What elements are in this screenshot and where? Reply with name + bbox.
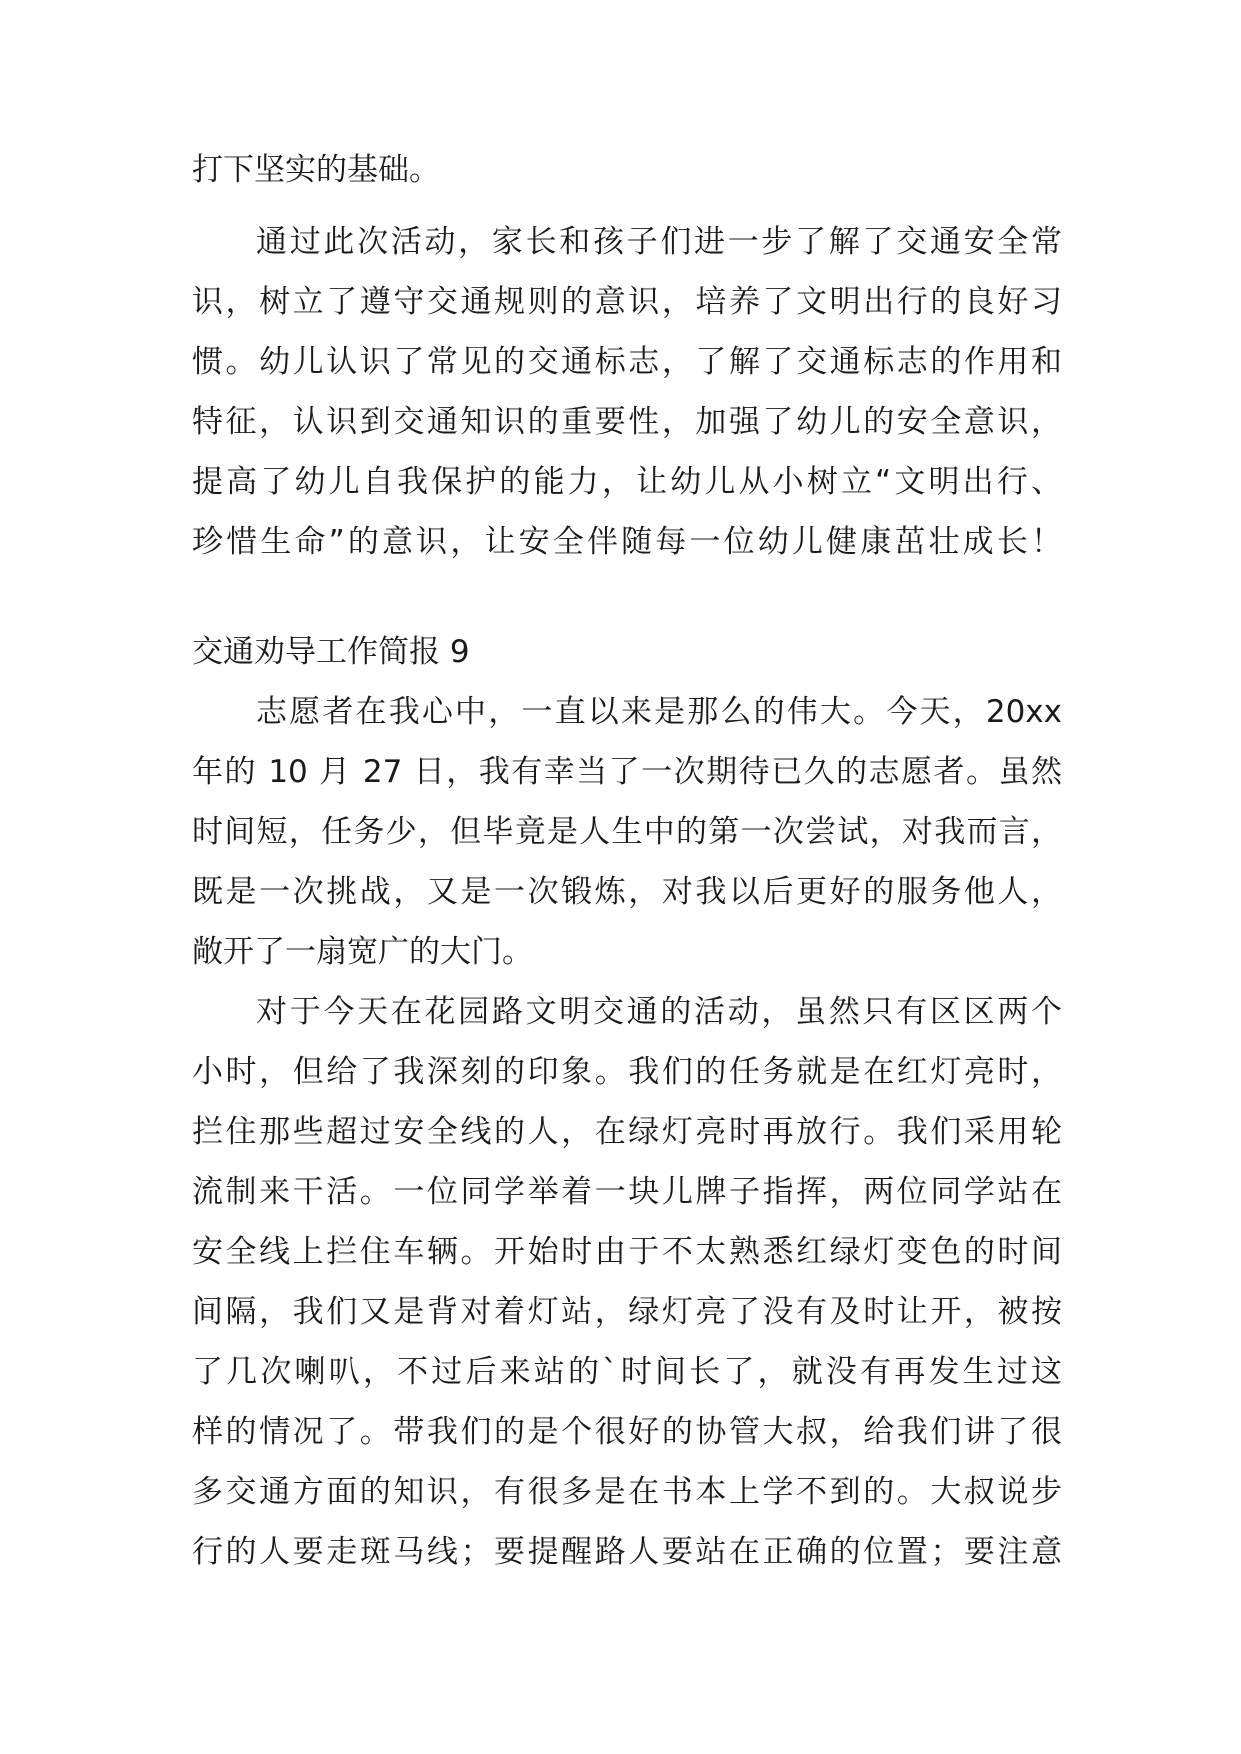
paragraph-line: 敞开了一扇宽广的大门。 xyxy=(192,934,533,970)
paragraph-line: 了几次喇叭，不过后来站的`时间长了，就没有再发生过这 xyxy=(192,1354,1062,1390)
paragraph-line: 提高了幼儿自我保护的能力，让幼儿从小树立“文明出行、 xyxy=(192,464,1062,500)
paragraph-line: 志愿者在我心中，一直以来是那么的伟大。今天，20xx xyxy=(256,694,1062,730)
paragraph-line: 拦住那些超过安全线的人，在绿灯亮时再放行。我们采用轮 xyxy=(192,1114,1062,1150)
paragraph-line: 样的情况了。带我们的是个很好的协管大叔，给我们讲了很 xyxy=(192,1414,1062,1450)
paragraph-line: 通过此次活动，家长和孩子们进一步了解了交通安全常 xyxy=(256,224,1062,260)
paragraph-line: 珍惜生命”的意识，让安全伴随每一位幼儿健康茁壮成长！ xyxy=(192,524,1062,560)
paragraph-line: 识，树立了遵守交通规则的意识，培养了文明出行的良好习 xyxy=(192,284,1062,320)
paragraph-line: 间隔，我们又是背对着灯站，绿灯亮了没有及时让开，被按 xyxy=(192,1294,1062,1330)
paragraph-line: 特征，认识到交通知识的重要性，加强了幼儿的安全意识， xyxy=(192,404,1062,440)
paragraph-line: 小时，但给了我深刻的印象。我们的任务就是在红灯亮时， xyxy=(192,1054,1062,1090)
paragraph-line: 既是一次挑战，又是一次锻炼，对我以后更好的服务他人， xyxy=(192,874,1062,910)
paragraph-line: 流制来干活。一位同学举着一块儿牌子指挥，两位同学站在 xyxy=(192,1174,1062,1210)
paragraph-line: 打下坚实的基础。 xyxy=(192,152,440,188)
paragraph-line: 惯。幼儿认识了常见的交通标志，了解了交通标志的作用和 xyxy=(192,344,1062,380)
paragraph-line: 安全线上拦住车辆。开始时由于不太熟悉红绿灯变色的时间 xyxy=(192,1234,1062,1270)
paragraph-line: 时间短，任务少，但毕竟是人生中的第一次尝试，对我而言， xyxy=(192,814,1062,850)
paragraph-line: 对于今天在花园路文明交通的活动，虽然只有区区两个 xyxy=(256,994,1062,1030)
paragraph-line: 年的 10 月 27 日，我有幸当了一次期待已久的志愿者。虽然 xyxy=(192,754,1062,790)
paragraph-line: 多交通方面的知识，有很多是在书本上学不到的。大叔说步 xyxy=(192,1474,1062,1510)
paragraph-line: 行的人要走斑马线；要提醒路人要站在正确的位置；要注意 xyxy=(192,1534,1062,1570)
section-heading: 交通劝导工作简报 9 xyxy=(192,634,470,670)
